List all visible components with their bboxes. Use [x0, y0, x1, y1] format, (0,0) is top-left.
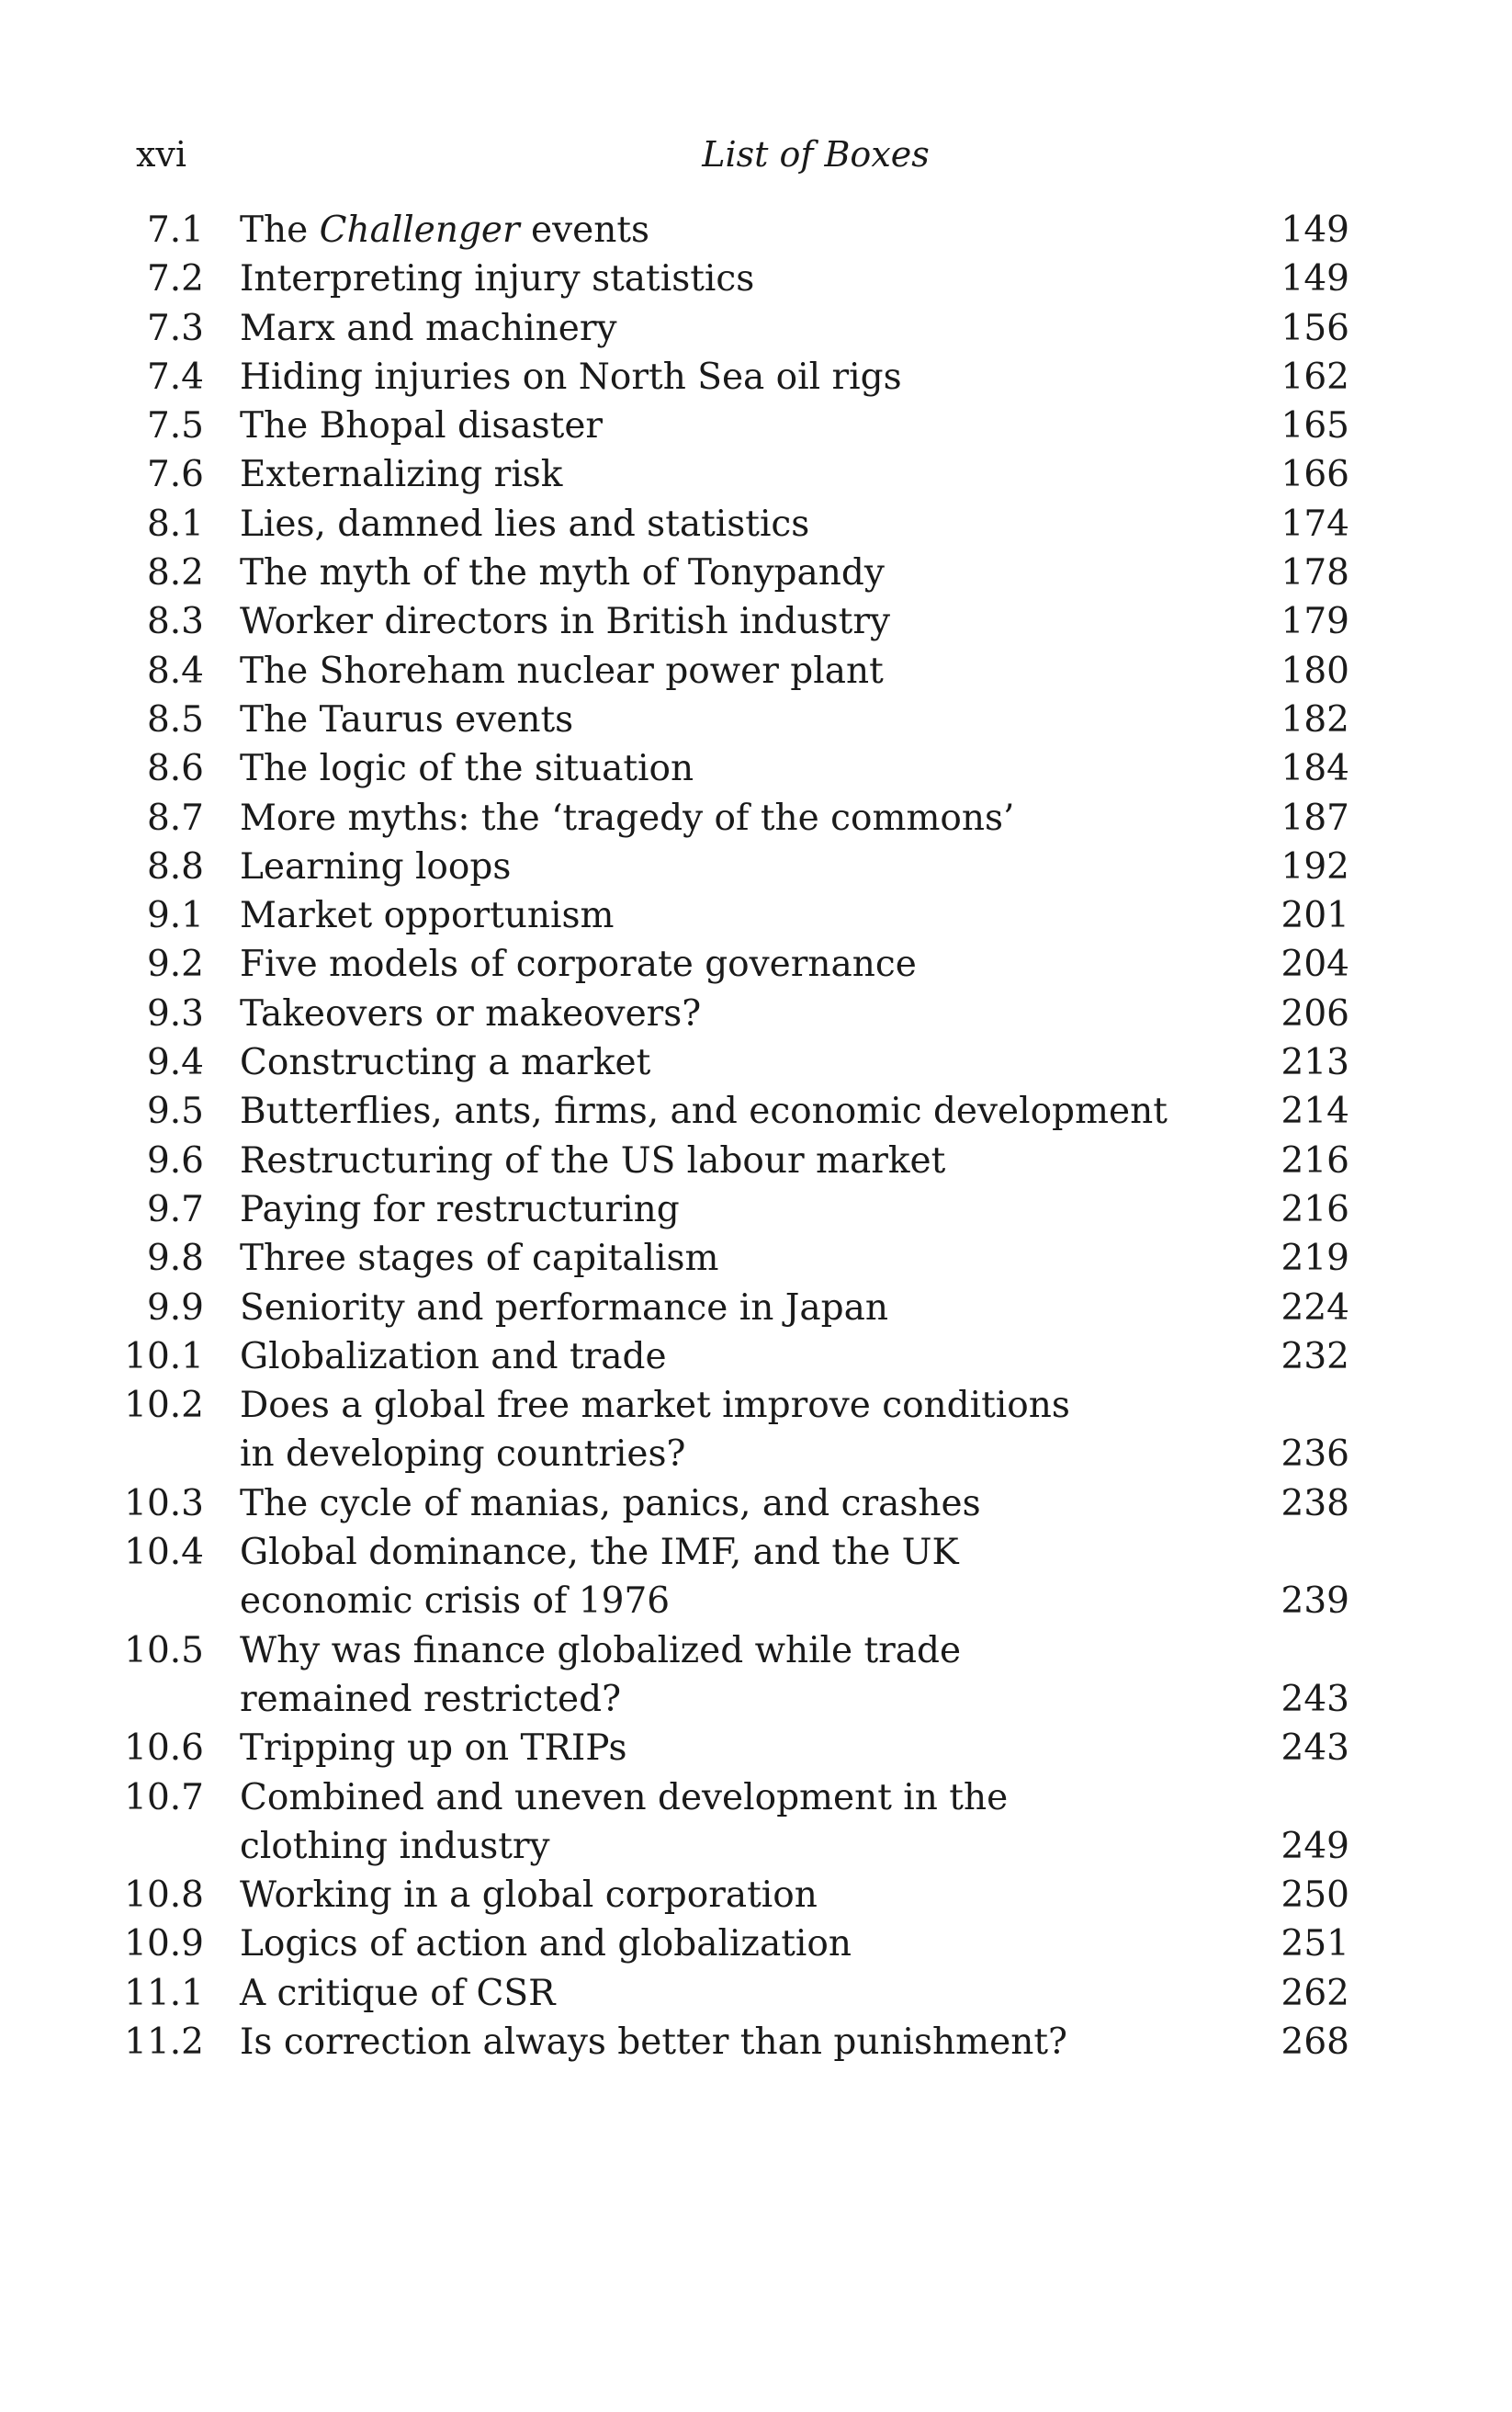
page-reference: 243	[1281, 1678, 1349, 1720]
running-title: List of Boxes	[702, 134, 930, 175]
box-number: 8.6	[146, 748, 204, 790]
list-item	[0, 1137, 1512, 1185]
box-title	[240, 891, 1112, 940]
page-reference: 182	[1281, 698, 1349, 741]
box-title	[240, 1284, 1112, 1332]
box-title-line: The logic of the situation	[240, 748, 694, 790]
box-title-line: Learning loops	[240, 845, 512, 888]
box-title-line: Combined and uneven development in the	[240, 1776, 1009, 1818]
box-number: 9.5	[146, 1091, 204, 1133]
list-item	[0, 1381, 1512, 1479]
box-title	[240, 1479, 1112, 1528]
box-title-line: Restructuring of the US labour market	[240, 1139, 946, 1182]
list-item	[0, 891, 1512, 940]
box-title-line: The cycle of manias, panics, and crashes	[240, 1482, 981, 1524]
page-reference: 262	[1281, 1972, 1349, 2014]
page-reference: 216	[1281, 1188, 1349, 1230]
box-number: 10.5	[124, 1629, 204, 1671]
box-title	[240, 500, 1112, 549]
box-title	[240, 1724, 1112, 1772]
page-reference: 149	[1281, 209, 1349, 251]
box-title-line: Paying for restructuring	[240, 1188, 680, 1230]
box-title-line: Worker directors in British industry	[240, 601, 890, 643]
box-title	[240, 2018, 1112, 2067]
page-reference: 206	[1281, 992, 1349, 1035]
box-number: 7.5	[146, 405, 204, 447]
page-reference: 251	[1281, 1923, 1349, 1965]
box-number: 7.2	[146, 258, 204, 300]
list-item	[0, 1626, 1512, 1725]
box-title	[240, 353, 1112, 402]
page-reference: 187	[1281, 797, 1349, 839]
box-title	[240, 304, 1112, 353]
box-title-line: The Shoreham nuclear power plant	[240, 650, 884, 692]
box-title	[240, 794, 1112, 843]
box-title-line: Seniority and performance in Japan	[240, 1286, 888, 1329]
box-number: 7.1	[146, 209, 204, 251]
box-title	[240, 1626, 1112, 1725]
box-title	[240, 1528, 1112, 1626]
page-reference: 250	[1281, 1874, 1349, 1917]
list-item	[0, 500, 1512, 549]
list-item	[0, 744, 1512, 793]
box-title-line: Interpreting injury statistics	[240, 258, 755, 300]
page-reference: 174	[1281, 503, 1349, 545]
box-title-line: Logics of action and globalization	[240, 1923, 852, 1965]
page-header	[136, 127, 1358, 182]
list-item	[0, 1969, 1512, 2018]
page-reference: 239	[1281, 1580, 1349, 1623]
box-title-line: The Taurus events	[240, 698, 574, 741]
list-item	[0, 794, 1512, 843]
box-title-line: More myths: the ‘tragedy of the commons’	[240, 797, 1015, 839]
box-title	[240, 990, 1112, 1038]
box-number: 8.5	[146, 698, 204, 741]
list-item	[0, 206, 1512, 255]
box-title-line: A critique of CSR	[240, 1972, 556, 2014]
box-number: 9.1	[146, 895, 204, 937]
page-reference: 213	[1281, 1042, 1349, 1084]
box-title-line: Externalizing risk	[240, 454, 563, 496]
box-number: 7.4	[146, 356, 204, 398]
box-title-line: Is correction always better than punishment?	[240, 2021, 1067, 2063]
list-item	[0, 1284, 1512, 1332]
box-title-line: Five models of corporate governance	[240, 944, 917, 986]
box-number: 8.3	[146, 601, 204, 643]
box-number: 11.2	[124, 2021, 204, 2063]
page-reference: 178	[1281, 552, 1349, 595]
page-number: xvi	[136, 134, 187, 175]
box-number: 9.3	[146, 992, 204, 1035]
list-item	[0, 1479, 1512, 1528]
page-reference: 201	[1281, 895, 1349, 937]
box-title	[240, 206, 1112, 255]
list-item	[0, 402, 1512, 450]
box-title-line: clothing industry	[240, 1825, 550, 1867]
box-title	[240, 696, 1112, 744]
box-title-line: in developing countries?	[240, 1433, 686, 1476]
box-title-line: Marx and machinery	[240, 307, 617, 349]
page-reference: 249	[1281, 1825, 1349, 1867]
list-of-boxes	[0, 206, 1512, 2067]
page-reference: 192	[1281, 845, 1349, 888]
page-reference: 156	[1281, 307, 1349, 349]
box-title	[240, 597, 1112, 646]
box-title-line: The Bhopal disaster	[240, 405, 604, 447]
box-title-line: Butterflies, ants, firms, and economic development	[240, 1091, 1168, 1133]
box-title-line: Market opportunism	[240, 895, 615, 937]
page-reference: 232	[1281, 1335, 1349, 1377]
box-title-line: remained restricted?	[240, 1678, 621, 1720]
list-item	[0, 1185, 1512, 1234]
box-title	[240, 1332, 1112, 1381]
box-title	[240, 402, 1112, 450]
box-title-line: Tripping up on TRIPs	[240, 1727, 627, 1770]
box-title-line: economic crisis of 1976	[240, 1580, 671, 1623]
page-reference: 165	[1281, 405, 1349, 447]
list-item	[0, 353, 1512, 402]
list-item	[0, 1234, 1512, 1283]
list-item	[0, 843, 1512, 891]
box-number: 9.4	[146, 1042, 204, 1084]
box-title	[240, 1087, 1168, 1136]
box-title-line: The myth of the myth of Tonypandy	[240, 552, 885, 595]
list-item	[0, 255, 1512, 303]
list-item	[0, 2018, 1512, 2067]
page-reference: 214	[1281, 1091, 1349, 1133]
box-title	[240, 1038, 1112, 1087]
list-item	[0, 1332, 1512, 1381]
box-number: 10.8	[124, 1874, 204, 1917]
box-title	[240, 255, 1112, 303]
box-title-line: Working in a global corporation	[240, 1874, 818, 1917]
page-reference: 166	[1281, 454, 1349, 496]
box-title-line: Constructing a market	[240, 1042, 651, 1084]
box-number: 10.4	[124, 1532, 204, 1574]
list-item	[0, 304, 1512, 353]
box-number: 8.4	[146, 650, 204, 692]
list-item	[0, 647, 1512, 696]
list-item	[0, 696, 1512, 744]
page-reference: 243	[1281, 1727, 1349, 1770]
box-number: 7.3	[146, 307, 204, 349]
page-reference: 216	[1281, 1139, 1349, 1182]
box-number: 9.8	[146, 1238, 204, 1280]
page-reference: 162	[1281, 356, 1349, 398]
page-reference: 238	[1281, 1482, 1349, 1524]
box-number: 9.6	[146, 1139, 204, 1182]
box-title-line: Why was finance globalized while trade	[240, 1629, 962, 1671]
box-number: 8.7	[146, 797, 204, 839]
box-number: 10.7	[124, 1776, 204, 1818]
page-reference: 204	[1281, 944, 1349, 986]
box-number: 8.8	[146, 845, 204, 888]
box-title	[240, 1969, 1112, 2018]
page-reference: 149	[1281, 258, 1349, 300]
page-reference: 184	[1281, 748, 1349, 790]
box-title-line: Hiding injuries on North Sea oil rigs	[240, 356, 902, 398]
box-title-line: Globalization and trade	[240, 1335, 667, 1377]
list-item	[0, 450, 1512, 499]
box-number: 7.6	[146, 454, 204, 496]
page-reference: 268	[1281, 2021, 1349, 2063]
box-title	[240, 1381, 1112, 1479]
list-item	[0, 597, 1512, 646]
box-number: 9.9	[146, 1286, 204, 1329]
list-item	[0, 1087, 1512, 1136]
list-item	[0, 1038, 1512, 1087]
box-number: 10.2	[124, 1385, 204, 1427]
box-title	[240, 1773, 1112, 1872]
box-title	[240, 450, 1112, 499]
list-item	[0, 990, 1512, 1038]
box-title-line: Takeovers or makeovers?	[240, 992, 702, 1035]
box-title-line: Global dominance, the IMF, and the UK	[240, 1532, 959, 1574]
box-title	[240, 549, 1112, 597]
box-title-line: Does a global free market improve conditions	[240, 1385, 1070, 1427]
list-item	[0, 1919, 1512, 1968]
box-number: 10.6	[124, 1727, 204, 1770]
list-item	[0, 1724, 1512, 1772]
box-title	[240, 647, 1112, 696]
box-title-line: Lies, damned lies and statistics	[240, 503, 810, 545]
page-reference: 224	[1281, 1286, 1349, 1329]
box-number: 9.2	[146, 944, 204, 986]
list-item	[0, 940, 1512, 989]
box-title	[240, 1919, 1112, 1968]
box-number: 11.1	[124, 1972, 204, 2014]
box-number: 8.2	[146, 552, 204, 595]
page-reference: 179	[1281, 601, 1349, 643]
list-item	[0, 1871, 1512, 1919]
page-reference: 180	[1281, 650, 1349, 692]
box-number: 10.9	[124, 1923, 204, 1965]
page-reference: 219	[1281, 1238, 1349, 1280]
page-reference: 236	[1281, 1433, 1349, 1476]
list-item	[0, 1773, 1512, 1872]
box-title-italic: Challenger	[319, 209, 520, 251]
box-title	[240, 744, 1112, 793]
box-title	[240, 1137, 1112, 1185]
box-title	[240, 843, 1112, 891]
box-title-prefix: The	[240, 209, 320, 251]
box-title	[240, 940, 1112, 989]
box-title-line	[240, 206, 1112, 255]
box-title-suffix: events	[519, 209, 650, 251]
list-item	[0, 549, 1512, 597]
box-number: 9.7	[146, 1188, 204, 1230]
box-number: 8.1	[146, 503, 204, 545]
box-title-line: Three stages of capitalism	[240, 1238, 719, 1280]
list-item	[0, 1528, 1512, 1626]
box-title	[240, 1871, 1112, 1919]
box-number: 10.1	[124, 1335, 204, 1377]
box-title	[240, 1185, 1112, 1234]
box-title	[240, 1234, 1112, 1283]
box-number: 10.3	[124, 1482, 204, 1524]
